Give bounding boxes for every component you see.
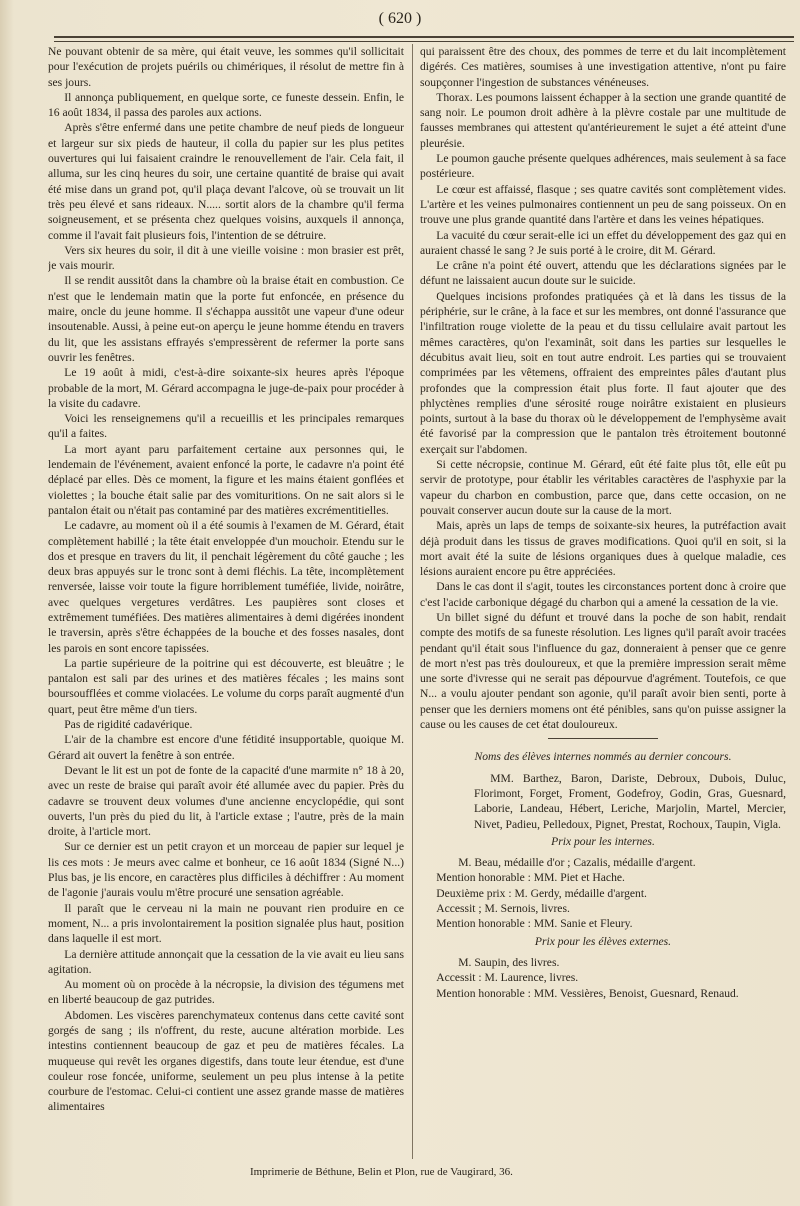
paragraph: La mort ayant paru parfaitement certaine aux personnes qui, le lendemain de l'événement, avaient enfoncé la porte, le cadavre n'a point été déplacé par elles. Dès ce moment, la figure et les mains étaient gonflées et violettes ; la bouche était salie par des vomituritions. On ne sait alors si le pantalon était ou n'était pas contaminé par des matières excrémentitielles. — [48, 442, 404, 517]
eleves-heading: Noms des élèves internes nommés au dernier concours. — [474, 750, 732, 764]
paragraph: Ne pouvant obtenir de sa mère, qui était veuve, les sommes qu'il sollicitait pour l'exécution de projets puérils ou chimériques, il résolut de mettre fin à ses jours. — [48, 45, 404, 89]
paragraph: Devant le lit est un pot de fonte de la capacité d'une marmite n° 18 à 20, avec un reste de braise qui paraît avoir été allumée avec du papier. Près du cadavre se trouvent deux volumes d'une ancienne encyclopédie, qui sont ouverts, l'un près du pied du lit, à l'article extase ; l'autre, près de la main droite, à l'article mort. — [48, 763, 404, 839]
prix-line: Accessit ; M. Sernois, livres. — [436, 902, 570, 916]
paragraph: Il se rendit aussitôt dans la chambre où la braise était en combustion. Ce n'est que le lendemain matin que la porte fut enfoncée, en présence du maire, oncle du jeune homme. Il s'échappa aussitôt une vapeur d'une odeur insoutenable. Aussi, à peine eut-on aperçu le jeune homme étendu en travers du lit, que les assistans effrayés s'empressèrent de refermer la porte sans ouvrir les fenêtres. — [48, 274, 404, 364]
paragraph: Vers six heures du soir, il dit à une vieille voisine : mon brasier est prêt, je vais mourir. — [48, 243, 404, 273]
paragraph: Il paraît que le cerveau ni la main ne pouvant rien produire en ce moment, N... a pris involontairement la position signalée plus haut, position dans laquelle il est mort. — [48, 901, 404, 946]
paragraph: Au moment où on procède à la nécropsie, la division des tégumens met en liberté beaucoup de gaz putrides. — [48, 978, 404, 1007]
eleves-list: MM. Barthez, Baron, Dariste, Debroux, Dubois, Duluc, Florimont, Forget, Froment, Godefroy, Godin, Gras, Guesnard, Laborie, Landeau, Hébert, Leriche, Marjolin, Martel, Mercier, Nivet, Padieu, Pelledoux, Pignet, Prestat, Rochoux, Taupin, Vigla. — [474, 771, 786, 831]
paragraph: La dernière attitude annonçait que la cessation de la vie avait eu lieu sans agitation. — [48, 947, 404, 976]
prix-line: Mention honorable : MM. Sanie et Fleury. — [436, 917, 633, 931]
prix-line: Mention honorable : MM. Piet et Hache. — [436, 871, 625, 885]
paragraph: qui paraissent être des choux, des pommes de terre et du lait incomplètement digérés. Ces matières, soumises à une investigation attentive, n'ont pu faire soupçonner l'ingestion de substances vénéneuses. — [420, 45, 786, 89]
paragraph: Le poumon gauche présente quelques adhérences, mais seulement à sa face postérieure. — [420, 152, 786, 181]
paragraph: L'air de la chambre est encore d'une fétidité insupportable, quoique M. Gérard ait ouvert la fenêtre à son entrée. — [48, 733, 404, 762]
paragraph: Abdomen. Les viscères parenchymateux contenus dans cette cavité sont gorgés de sang ; ils n'offrent, du reste, aucune altération morbide. Les intestins contiennent beaucoup de gaz et peu de matières fécales. La muqueuse qui revêt les organes digestifs, dans toute leur étendue, est d'une couleur rose foncée, uniforme, seulement un peu plus intense à la petite courbure de l'estomac. Celui-ci contient une assez grande masse de matières alimentaires — [48, 1008, 404, 1114]
paragraph: Le cadavre, au moment où il a été soumis à l'examen de M. Gérard, était complètement habillé ; la tête était enveloppée d'un mouchoir. Etendu sur le dos et presque en travers du lit, il penchait légèrement du côté gauche ; les deux bras appuyés sur le tronc sont à demi fléchis. La tête, incomplètement renversée, laisse voir toute la figure horriblement tuméfiée, livide, noirâtre, avec quelques vergetures verdâtres. Les paupières sont closes et extrêmement tuméfiées. Des matières alimentaires à demi digérées inondent le traversin, après s'être échappées de la bouche et des fosses nasales, dont les parois en sont encore tapissées. — [48, 519, 404, 655]
paragraph: Un billet signé du défunt et trouvé dans la poche de son habit, rendait compte des motifs de sa funeste résolution. Les lignes qu'il paraît avoir tracées pendant qu'il était sous l'influence du gaz, donneraient à penser que ce genre de mort n'est pas très douloureux, et que la première impression serait même une sorte d'ivresse qui ne serait pas dépourvue d'agrément. Toutefois, ce que N... a voulu ajouter pendant son agonie, qu'il paraît avoir bien senti, porte à penser que les derniers momens ont été pénibles, sans qu'on puisse assigner la cause ou les causes de cet état douloureux. — [420, 610, 786, 732]
paragraph: Thorax. Les poumons laissent échapper à la section une grande quantité de sang noir. Le poumon droit adhère à la plèvre costale par une multitude de fausses membranes qui attestent qu'antérieurement le sujet a été atteint d'une pleurésie. — [420, 90, 786, 150]
paragraph: Si cette nécropsie, continue M. Gérard, eût été faite plus tôt, elle eût pu servir de prototype, pour établir les véritables caractères de l'asphyxie par la vapeur du charbon en combustion, parce que, dans cette occasion, on ne pouvait conserver aucun doute sur la cause de la mort. — [420, 458, 786, 517]
paragraph: Le 19 août à midi, c'est-à-dire soixante-six heures après l'époque probable de la mort, M. Gérard accompagna le juge-de-paix pour procéder à la visite du cadavre. — [48, 366, 404, 410]
paragraph: Sur ce dernier est un petit crayon et un morceau de papier sur lequel je lis ces mots : Je meurs avec calme et bonheur, ce 16 août 1834 (Signé N...) Plus bas, je lis encore, en caractères plus difficiles à déchiffrer : Au moment de l'agonie j'aurais voulu m'être procuré une sensation agréable. — [48, 840, 404, 900]
prix-line: M. Beau, médaille d'or ; Cazalis, médaille d'argent. — [458, 856, 696, 870]
paragraph: Voici les renseignemens qu'il a recueillis et les principales remarques qu'il a faites. — [48, 412, 404, 441]
prix-internes-heading: Prix pour les internes. — [551, 834, 655, 848]
paragraph: Mais, après un laps de temps de soixante-six heures, la putréfaction avait déjà produit dans les tissus de graves modifications. Quoi qu'il en soit, si la mort avait été la suite de lésions organiques dues à quelque maladie, ces lésions auraient encore pu être appréciées. — [420, 519, 786, 579]
prix-line: Accessit : M. Laurence, livres. — [436, 971, 579, 985]
paragraph: Quelques incisions profondes pratiquées çà et là dans les tissus de la périphérie, sur le crâne, à la face et sur les membres, ont donné l'assurance que l'infiltration rouge violette de la peau et du tissu cellulaire avait partout les mêmes caractères, qu'on l'examinât, soit dans les parties sur lesquelles le décubitus avait lieu, soit en tout autre endroit. Les parties qui se trouvaient comprimées par les vêtemens, offraient des empreintes pâles d'autant plus profondes que la compression était plus forte. Il faut ajouter que des phlyctènes remplies d'une sérosité rouge noirâtre existaient en plusieurs points, surtout à la base du thorax où le développement de l'emphysème avait été favorisé par la compression que le pantalon très étroitement boutonné exerçait sur l'abdomen. — [420, 289, 786, 456]
paragraph: Le crâne n'a point été ouvert, attendu que les déclarations signées par le défunt ne laissaient aucun doute sur le suicide. — [420, 259, 786, 288]
left-column — [48, 44, 404, 1176]
prix-line: Mention honorable : MM. Vessières, Benoist, Guesnard, Renaud. — [436, 986, 739, 1000]
paragraph: Il annonça publiquement, en quelque sorte, ce funeste dessein. Enfin, le 16 août 1834, il passa des paroles aux actions. — [48, 90, 404, 120]
paragraph: Le cœur est affaissé, flasque ; ses quatre cavités sont complètement vides. L'artère et les veines pulmonaires contiennent un peu de sang poisseux. On en trouve une plus grande quantité dans l'artère et dans les veines hépatiques. — [420, 182, 786, 227]
printer-imprint: Imprimerie de Béthune, Belin et Plon, rue de Vaugirard, 36. — [250, 1166, 513, 1178]
top-rule — [54, 36, 794, 42]
paragraph: La vacuité du cœur serait-elle ici un effet du développement des gaz qui en auraient chassé le sang ? Je suis porté à le croire, dit M. Gérard. — [420, 228, 786, 257]
paragraph: Après s'être enfermé dans une petite chambre de neuf pieds de longueur et largeur sur six pieds de hauteur, il colla du papier sur les plus petites ouvertures qui lui faisaient craindre le renouvellement de l'air. Cela fait, il alluma, sur les cinq heures du soir, une certaine quantité de braise qui avait été mise dans un grand pot, qu'il plaça devant l'alcove, où se trouvait un lit très peu élevé et sans rideaux. N..... sortit alors de la chambre qu'il ferma soigneusement, et se présenta chez quelques voisins, auxquels il annonça, comme il l'avait fait plusieurs fois, l'intention de se détruire. — [48, 121, 404, 242]
paragraph: Dans le cas dont il s'agit, toutes les circonstances portent donc à croire que c'est l'acide carbonique dégagé du charbon qui a amené la cessation de la vie. — [420, 580, 786, 609]
prix-externes-heading: Prix pour les élèves externes. — [534, 934, 672, 948]
prix-line: Deuxième prix : M. Gerdy, médaille d'argent. — [436, 886, 647, 900]
prix-line: M. Saupin, des livres. — [458, 955, 560, 969]
page-number: ( 620 ) — [378, 10, 422, 27]
paragraph: Pas de rigidité cadavérique. — [64, 718, 193, 732]
column-divider — [412, 44, 413, 1159]
section-separator — [548, 738, 658, 739]
paragraph: La partie supérieure de la poitrine qui est découverte, est bleuâtre ; le pantalon est sali par des urines et des matières fécales ; les mains sont boursoufflées et comme violacées. Le volume du corps paraît augmenté d'un quart, peut être même d'un tiers. — [48, 656, 404, 716]
right-column — [420, 44, 786, 1176]
